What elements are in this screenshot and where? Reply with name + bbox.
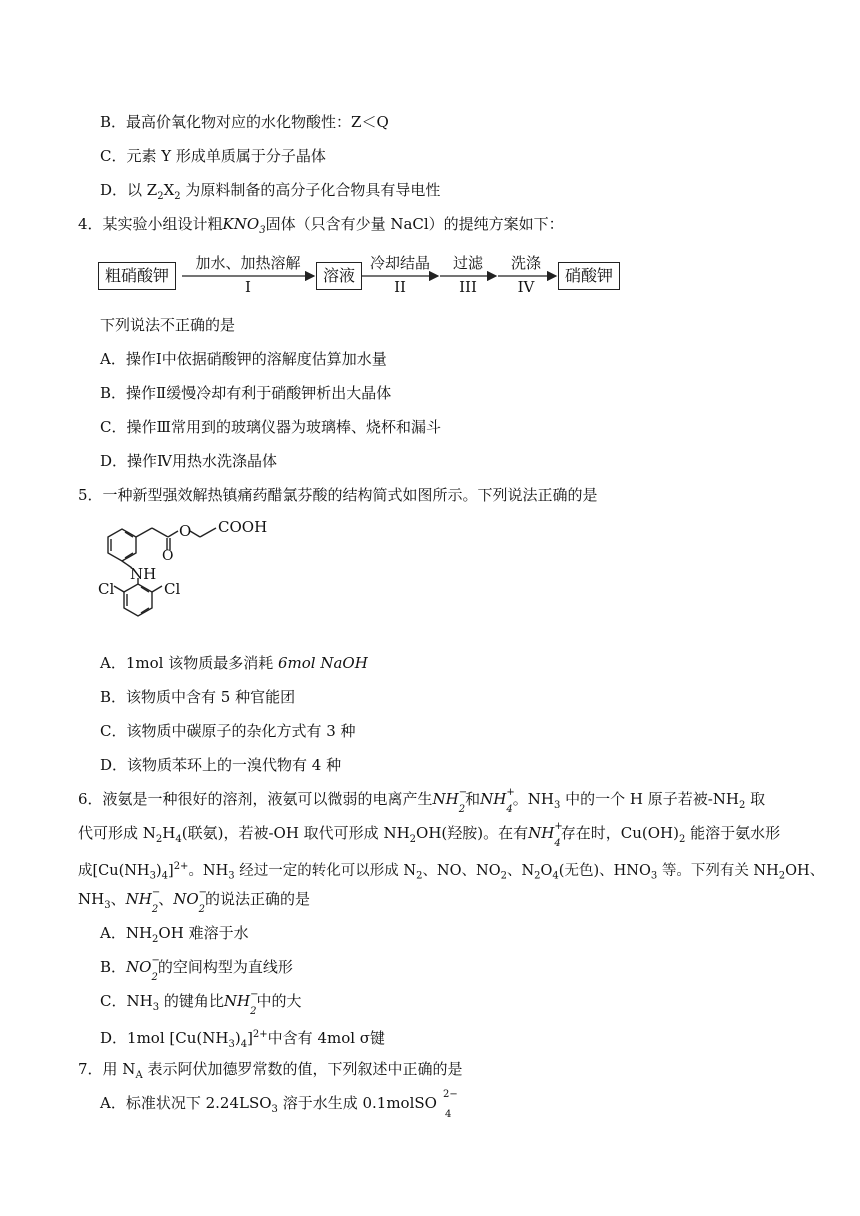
flow-step3-num: III: [459, 278, 477, 296]
aceclofenac-structure: [98, 510, 298, 620]
q5-option-d: D．该物质苯环上的一溴代物有 4 种: [100, 756, 342, 774]
cooh-label: COOH: [218, 518, 268, 536]
q3-option-b: B．最高价氧化物对应的水化物酸性：Z＜Q: [100, 113, 389, 131]
q6-option-d: D．1mol $[Cu(NH_3)_4]^{2+}$中含有 4mol σ键: [100, 1029, 386, 1050]
nh-label: NH: [130, 565, 157, 583]
q5-option-a: A．1mol 该物质最多消耗 6mol NaOH: [100, 654, 368, 672]
ester-o-label: O: [179, 522, 192, 540]
q4-option-c: C．操作Ⅲ常用到的玻璃仪器为玻璃棒、烧杯和漏斗: [100, 418, 441, 436]
q6-option-b: B．NO − $_2$的空间构型为直线形: [100, 955, 293, 983]
flow-step1-num: I: [245, 278, 251, 296]
flow-step2-label: 冷却结晶: [369, 254, 430, 272]
flow-step4-label: 洗涤: [510, 254, 541, 272]
carbonyl-o-label: O: [162, 548, 174, 564]
q3-option-c: C．元素 Y 形成单质属于分子晶体: [100, 147, 326, 165]
q6-option-a: A．$NH_2OH$ 难溶于水: [100, 924, 249, 945]
q5-stem: 5．一种新型强效解热镇痛药醋氯芬酸的结构简式如图所示。下列说法正确的是: [78, 486, 598, 504]
flow-box-crude-kno3: 粗硝酸钾: [98, 262, 176, 290]
q6-option-c: C．$NH_3$ 的键角比NH − $_2$中的大: [100, 989, 302, 1017]
q4-option-d: D．操作Ⅳ用热水洗涤晶体: [100, 452, 278, 470]
q7-option-a: A．标准状况下 $2.24LSO_3$ 溶于水生成 0.1molSO 2− $_4$: [100, 1089, 458, 1120]
q4-option-a: A．操作Ⅰ中依据硝酸钾的溶解度估算加水量: [100, 350, 387, 368]
q6-line-1: 6．液氨是一种很好的溶剂，液氨可以微弱的电离产生NH − $_2$和NH + $_4$。$NH_3$ 中的一个 H 原子若被$-NH_2$ 取: [78, 787, 766, 815]
flow-step3-label: 过滤: [452, 254, 483, 272]
q5-option-b: B．该物质中含有 5 种官能团: [100, 688, 296, 706]
q5-option-c: C．该物质中碳原子的杂化方式有 3 种: [100, 722, 356, 740]
q6-line-4: $NH_3$、NH − $_2$、NO − $_2$的说法正确的是: [78, 887, 311, 915]
cl-left-label: Cl: [98, 580, 115, 598]
q7-stem: 7．用 $N_A$ 表示阿伏加德罗常数的值，下列叙述中正确的是: [78, 1060, 463, 1081]
q4-ask: 下列说法不正确的是: [100, 316, 236, 334]
q6-line-3: 成$[Cu(NH_3)_4]^{2+}$。$NH_3$ 经过一定的转化可以形成 $N_2$、NO、$NO_2$、$N_2O_4$(无色)、$HNO_3$ 等。下列有关 $NH_2OH$、: [78, 861, 825, 882]
q4-flow-diagram: [98, 252, 628, 298]
q4-option-b: B．操作Ⅱ缓慢冷却有利于硝酸钾析出大晶体: [100, 384, 392, 402]
flow-step4-num: IV: [517, 278, 535, 296]
flow-box-kno3: 硝酸钾: [558, 262, 620, 290]
q3-option-d: D．以 $Z_2X_2$ 为原料制备的高分子化合物具有导电性: [100, 181, 441, 202]
flow-step2-num: II: [394, 278, 406, 296]
cl-right-label: Cl: [164, 580, 181, 598]
q6-line-2: 代可形成 $N_2H_4$(联氨)，若被-OH 取代可形成 $NH_2OH$(羟胺)。在有NH + $_4$存在时，$Cu(OH)_2$ 能溶于氨水形: [78, 821, 781, 849]
flow-box-solution: 溶液: [316, 262, 362, 290]
q4-stem: 4．某实验小组设计粗$KNO_3$固体（只含有少量 NaCl）的提纯方案如下：: [78, 215, 564, 236]
flow-step1-label: 加水、加热溶解: [195, 254, 301, 272]
